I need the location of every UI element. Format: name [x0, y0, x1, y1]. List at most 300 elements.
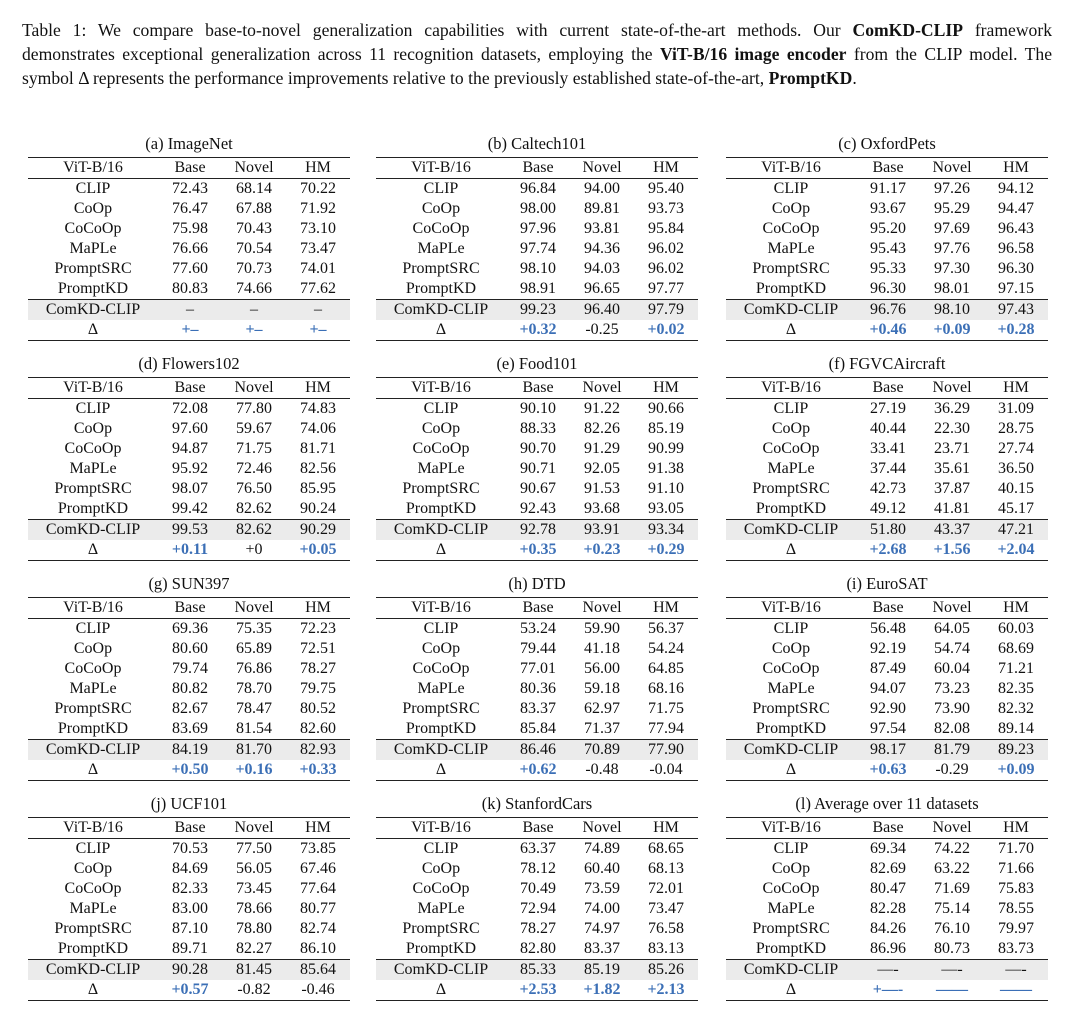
score-cell: 91.53	[584, 480, 620, 497]
method-row	[726, 479, 1048, 499]
delta-symbol: Δ	[376, 980, 506, 1001]
score-cell: 97.77	[648, 280, 684, 297]
score-cell: 83.37	[584, 940, 620, 957]
ours-score-cell: 85.26	[634, 960, 698, 981]
method-name: PromptSRC	[752, 700, 830, 717]
score-cell: 82.26	[584, 420, 620, 437]
score-cell: 97.26	[934, 180, 970, 197]
score-cell: 63.37	[520, 840, 556, 857]
method-name: PromptKD	[57, 280, 129, 297]
delta-cell: +0.05	[286, 540, 350, 561]
ours-score-cell: 92.78	[506, 520, 570, 541]
score-cell: 76.47	[172, 200, 208, 217]
delta-symbol: Δ	[376, 320, 506, 341]
method-name: PromptKD	[755, 500, 827, 517]
method-row	[376, 719, 698, 740]
score-cell: 95.43	[870, 240, 906, 257]
ours-score-cell: —-	[856, 960, 920, 981]
delta-cell: +0.50	[158, 760, 222, 781]
method-row	[726, 719, 1048, 740]
method-name: CoOp	[421, 860, 461, 877]
header-backbone: ViT-B/16	[376, 158, 506, 179]
delta-cell: +0.28	[984, 320, 1048, 341]
method-row	[726, 259, 1048, 279]
panel-title: (i) EuroSAT	[846, 574, 928, 593]
score-cell: 97.60	[172, 420, 208, 437]
method-name: PromptKD	[405, 940, 477, 957]
score-cell: 70.49	[520, 880, 556, 897]
score-cell: 93.81	[584, 220, 620, 237]
score-cell: 70.43	[236, 220, 272, 237]
panel-title: (d) Flowers102	[138, 354, 240, 373]
delta-row	[726, 320, 1048, 341]
method-name: MaPLe	[69, 680, 117, 697]
ours-row	[376, 300, 698, 321]
method-row	[376, 419, 698, 439]
caption-text-4: .	[852, 68, 857, 88]
score-cell: 79.97	[998, 920, 1034, 937]
score-cell: 87.49	[870, 660, 906, 677]
score-cell: 83.69	[172, 720, 208, 737]
score-cell: 56.00	[584, 660, 620, 677]
header-novel: Novel	[920, 598, 984, 619]
results-table	[726, 817, 1048, 1001]
header-base: Base	[506, 158, 570, 179]
score-cell: 93.73	[648, 200, 684, 217]
score-cell: 91.10	[648, 480, 684, 497]
score-cell: 62.97	[584, 700, 620, 717]
method-row	[28, 679, 350, 699]
method-row	[376, 479, 698, 499]
score-cell: 92.90	[870, 700, 906, 717]
delta-cell: +0.35	[506, 540, 570, 561]
score-cell: 33.41	[870, 440, 906, 457]
score-cell: 82.60	[300, 720, 336, 737]
ours-method-name: ComKD-CLIP	[726, 960, 856, 981]
score-cell: 89.14	[998, 720, 1034, 737]
ours-score-cell: 98.17	[856, 740, 920, 761]
score-cell: 80.82	[172, 680, 208, 697]
score-cell: 77.94	[648, 720, 684, 737]
panel-title: (b) Caltech101	[487, 134, 587, 153]
score-cell: 91.17	[870, 180, 906, 197]
ours-method-name: ComKD-CLIP	[28, 520, 158, 541]
score-cell: 73.47	[648, 900, 684, 917]
score-cell: 36.50	[998, 460, 1034, 477]
score-cell: 78.55	[998, 900, 1034, 917]
method-name: CLIP	[75, 400, 111, 417]
score-cell: 98.91	[520, 280, 556, 297]
score-cell: 91.22	[584, 400, 620, 417]
method-row	[28, 719, 350, 740]
score-cell: 98.01	[934, 280, 970, 297]
score-cell: 70.53	[172, 840, 208, 857]
method-name: CLIP	[423, 180, 459, 197]
method-name: PromptSRC	[752, 920, 830, 937]
score-cell: 94.07	[870, 680, 906, 697]
score-cell: 77.80	[236, 400, 272, 417]
delta-cell: +2.68	[856, 540, 920, 561]
score-cell: 41.81	[934, 500, 970, 517]
score-cell: 90.67	[520, 480, 556, 497]
method-name: CoCoOp	[762, 880, 820, 897]
ours-score-cell: 98.10	[920, 300, 984, 321]
panel-title: (g) SUN397	[148, 574, 230, 593]
header-backbone: ViT-B/16	[376, 818, 506, 839]
header-hm: HM	[286, 818, 350, 839]
results-table	[376, 597, 698, 781]
method-name: CoOp	[421, 420, 461, 437]
method-row	[376, 279, 698, 300]
score-cell: 96.02	[648, 260, 684, 277]
score-cell: 75.35	[236, 620, 272, 637]
method-name: MaPLe	[69, 900, 117, 917]
header-hm: HM	[286, 378, 350, 399]
score-cell: 82.56	[300, 460, 336, 477]
method-name: CoCoOp	[64, 880, 122, 897]
score-cell: 74.22	[934, 840, 970, 857]
method-name: CLIP	[75, 620, 111, 637]
delta-row	[376, 760, 698, 781]
score-cell: 64.85	[648, 660, 684, 677]
ours-score-cell: —-	[984, 960, 1048, 981]
header-row	[726, 598, 1048, 619]
ours-score-cell: –	[222, 300, 286, 321]
delta-row	[28, 980, 350, 1001]
method-name: CoOp	[771, 640, 811, 657]
score-cell: 94.87	[172, 440, 208, 457]
method-name: MaPLe	[767, 240, 815, 257]
score-cell: 80.52	[300, 700, 336, 717]
table-panel-imagenet	[28, 134, 350, 341]
method-row	[376, 619, 698, 640]
method-name: CLIP	[773, 620, 809, 637]
score-cell: 68.16	[648, 680, 684, 697]
delta-cell: -0.25	[570, 320, 634, 341]
delta-cell: +1.82	[570, 980, 634, 1001]
method-row	[28, 279, 350, 300]
score-cell: 81.54	[236, 720, 272, 737]
header-base: Base	[856, 598, 920, 619]
method-name: CoCoOp	[762, 440, 820, 457]
score-cell: 74.66	[236, 280, 272, 297]
method-name: PromptSRC	[54, 260, 132, 277]
header-hm: HM	[984, 158, 1048, 179]
method-row	[726, 899, 1048, 919]
header-novel: Novel	[570, 818, 634, 839]
score-cell: 72.46	[236, 460, 272, 477]
score-cell: 82.67	[172, 700, 208, 717]
header-base: Base	[158, 378, 222, 399]
score-cell: 96.65	[584, 280, 620, 297]
method-row	[726, 419, 1048, 439]
method-row	[28, 859, 350, 879]
score-cell: 80.60	[172, 640, 208, 657]
ours-score-cell: 47.21	[984, 520, 1048, 541]
method-name: PromptKD	[755, 720, 827, 737]
delta-symbol: Δ	[726, 980, 856, 1001]
header-row	[376, 378, 698, 399]
panel-title: (h) DTD	[508, 574, 566, 593]
delta-cell: +0.11	[158, 540, 222, 561]
header-novel: Novel	[222, 158, 286, 179]
ours-row	[376, 520, 698, 541]
method-row	[28, 259, 350, 279]
ours-score-cell: 85.64	[286, 960, 350, 981]
method-name: PromptSRC	[54, 920, 132, 937]
method-row	[726, 919, 1048, 939]
score-cell: 80.77	[300, 900, 336, 917]
results-table	[376, 817, 698, 1001]
delta-cell: +1.56	[920, 540, 984, 561]
ours-score-cell: –	[158, 300, 222, 321]
header-base: Base	[506, 598, 570, 619]
score-cell: 94.36	[584, 240, 620, 257]
ours-row	[726, 520, 1048, 541]
score-cell: 70.54	[236, 240, 272, 257]
method-name: CLIP	[423, 620, 459, 637]
method-name: PromptSRC	[402, 480, 480, 497]
score-cell: 75.14	[934, 900, 970, 917]
ours-score-cell: 90.29	[286, 520, 350, 541]
method-name: PromptKD	[755, 280, 827, 297]
method-name: MaPLe	[69, 240, 117, 257]
method-name: PromptSRC	[402, 260, 480, 277]
score-cell: 65.89	[236, 640, 272, 657]
score-cell: 83.73	[998, 940, 1034, 957]
delta-cell: ——	[920, 980, 984, 1001]
delta-symbol: Δ	[376, 540, 506, 561]
header-novel: Novel	[222, 598, 286, 619]
score-cell: 60.04	[934, 660, 970, 677]
score-cell: 96.84	[520, 180, 556, 197]
results-table	[376, 377, 698, 561]
score-cell: 72.23	[300, 620, 336, 637]
table-panel-ucf101	[28, 794, 350, 1001]
panel-title: (f) FGVCAircraft	[828, 354, 946, 373]
method-row	[28, 219, 350, 239]
delta-cell: -0.48	[570, 760, 634, 781]
header-row	[726, 378, 1048, 399]
score-cell: 27.74	[998, 440, 1034, 457]
ours-score-cell: 96.76	[856, 300, 920, 321]
method-name: PromptKD	[57, 500, 129, 517]
score-cell: 23.71	[934, 440, 970, 457]
method-row	[28, 639, 350, 659]
score-cell: 80.73	[934, 940, 970, 957]
method-row	[376, 439, 698, 459]
score-cell: 86.96	[870, 940, 906, 957]
method-row	[726, 199, 1048, 219]
method-row	[726, 439, 1048, 459]
header-base: Base	[158, 158, 222, 179]
score-cell: 73.23	[934, 680, 970, 697]
delta-cell: +0.62	[506, 760, 570, 781]
method-row	[376, 239, 698, 259]
score-cell: 60.03	[998, 620, 1034, 637]
method-row	[726, 459, 1048, 479]
header-row	[726, 818, 1048, 839]
table-panel-caltech101	[376, 134, 698, 341]
score-cell: 78.47	[236, 700, 272, 717]
header-backbone: ViT-B/16	[376, 378, 506, 399]
header-row	[376, 818, 698, 839]
method-row	[726, 659, 1048, 679]
method-row	[726, 879, 1048, 899]
score-cell: 37.87	[934, 480, 970, 497]
score-cell: 80.47	[870, 880, 906, 897]
score-cell: 85.19	[648, 420, 684, 437]
ours-row	[28, 520, 350, 541]
method-name: PromptKD	[755, 940, 827, 957]
results-table	[28, 817, 350, 1001]
score-cell: 74.01	[300, 260, 336, 277]
score-cell: 71.92	[300, 200, 336, 217]
method-row	[376, 219, 698, 239]
score-cell: 74.83	[300, 400, 336, 417]
score-cell: 93.67	[870, 200, 906, 217]
score-cell: 88.33	[520, 420, 556, 437]
score-cell: 95.33	[870, 260, 906, 277]
score-cell: 27.19	[870, 400, 906, 417]
method-row	[376, 879, 698, 899]
results-table	[376, 157, 698, 341]
score-cell: 75.98	[172, 220, 208, 237]
score-cell: 84.69	[172, 860, 208, 877]
method-name: PromptSRC	[402, 920, 480, 937]
score-cell: 78.80	[236, 920, 272, 937]
ours-score-cell: 81.45	[222, 960, 286, 981]
score-cell: 45.17	[998, 500, 1034, 517]
delta-cell: +0.32	[506, 320, 570, 341]
score-cell: 77.62	[300, 280, 336, 297]
header-novel: Novel	[570, 378, 634, 399]
ours-row	[28, 300, 350, 321]
method-name: PromptSRC	[752, 480, 830, 497]
ours-score-cell: 93.34	[634, 520, 698, 541]
score-cell: 79.44	[520, 640, 556, 657]
ours-score-cell: 70.89	[570, 740, 634, 761]
delta-cell: +0.57	[158, 980, 222, 1001]
score-cell: 22.30	[934, 420, 970, 437]
score-cell: 73.47	[300, 240, 336, 257]
score-cell: 82.08	[934, 720, 970, 737]
header-hm: HM	[634, 818, 698, 839]
score-cell: 59.67	[236, 420, 272, 437]
score-cell: 98.00	[520, 200, 556, 217]
score-cell: 90.66	[648, 400, 684, 417]
method-row	[726, 179, 1048, 200]
score-cell: 86.10	[300, 940, 336, 957]
score-cell: 87.10	[172, 920, 208, 937]
header-backbone: ViT-B/16	[726, 598, 856, 619]
score-cell: 97.69	[934, 220, 970, 237]
score-cell: 71.66	[998, 860, 1034, 877]
score-cell: 54.74	[934, 640, 970, 657]
delta-symbol: Δ	[28, 760, 158, 781]
header-novel: Novel	[570, 598, 634, 619]
score-cell: 77.50	[236, 840, 272, 857]
header-novel: Novel	[222, 378, 286, 399]
method-name: PromptKD	[405, 280, 477, 297]
score-cell: 90.71	[520, 460, 556, 477]
delta-cell: +—-	[856, 980, 920, 1001]
method-row	[726, 399, 1048, 420]
header-hm: HM	[984, 378, 1048, 399]
method-row	[726, 859, 1048, 879]
score-cell: 82.69	[870, 860, 906, 877]
method-row	[376, 399, 698, 420]
delta-row	[28, 760, 350, 781]
score-cell: 71.69	[934, 880, 970, 897]
score-cell: 74.06	[300, 420, 336, 437]
ours-method-name: ComKD-CLIP	[726, 740, 856, 761]
method-row	[28, 879, 350, 899]
header-row	[28, 158, 350, 179]
score-cell: 82.74	[300, 920, 336, 937]
score-cell: 75.83	[998, 880, 1034, 897]
method-name: CLIP	[773, 400, 809, 417]
score-cell: 72.51	[300, 640, 336, 657]
score-cell: 63.22	[934, 860, 970, 877]
ours-score-cell: 82.62	[222, 520, 286, 541]
score-cell: 56.48	[870, 620, 906, 637]
score-cell: 72.08	[172, 400, 208, 417]
score-cell: 85.84	[520, 720, 556, 737]
score-cell: 68.65	[648, 840, 684, 857]
score-cell: 98.10	[520, 260, 556, 277]
method-row	[28, 419, 350, 439]
results-table	[726, 157, 1048, 341]
method-name: CoCoOp	[412, 880, 470, 897]
method-name: MaPLe	[767, 460, 815, 477]
score-cell: 67.46	[300, 860, 336, 877]
delta-cell: +0.63	[856, 760, 920, 781]
header-base: Base	[506, 378, 570, 399]
method-name: CLIP	[773, 840, 809, 857]
score-cell: 78.12	[520, 860, 556, 877]
header-backbone: ViT-B/16	[726, 158, 856, 179]
score-cell: 92.19	[870, 640, 906, 657]
score-cell: 77.01	[520, 660, 556, 677]
ours-score-cell: 43.37	[920, 520, 984, 541]
header-hm: HM	[286, 158, 350, 179]
score-cell: 76.66	[172, 240, 208, 257]
delta-cell: +0.29	[634, 540, 698, 561]
ours-score-cell: 85.33	[506, 960, 570, 981]
score-cell: 91.38	[648, 460, 684, 477]
header-backbone: ViT-B/16	[28, 818, 158, 839]
method-row	[376, 459, 698, 479]
method-name: CoCoOp	[64, 220, 122, 237]
score-cell: 82.28	[870, 900, 906, 917]
method-row	[376, 939, 698, 960]
score-cell: 31.09	[998, 400, 1034, 417]
method-name: MaPLe	[417, 900, 465, 917]
delta-cell: -0.82	[222, 980, 286, 1001]
ours-method-name: ComKD-CLIP	[376, 520, 506, 541]
method-name: MaPLe	[767, 680, 815, 697]
table-panel-dtd	[376, 574, 698, 781]
score-cell: 91.29	[584, 440, 620, 457]
score-cell: 71.37	[584, 720, 620, 737]
score-cell: 96.43	[998, 220, 1034, 237]
score-cell: 92.43	[520, 500, 556, 517]
results-table	[726, 377, 1048, 561]
method-name: MaPLe	[417, 460, 465, 477]
score-cell: 69.36	[172, 620, 208, 637]
score-cell: 76.86	[236, 660, 272, 677]
